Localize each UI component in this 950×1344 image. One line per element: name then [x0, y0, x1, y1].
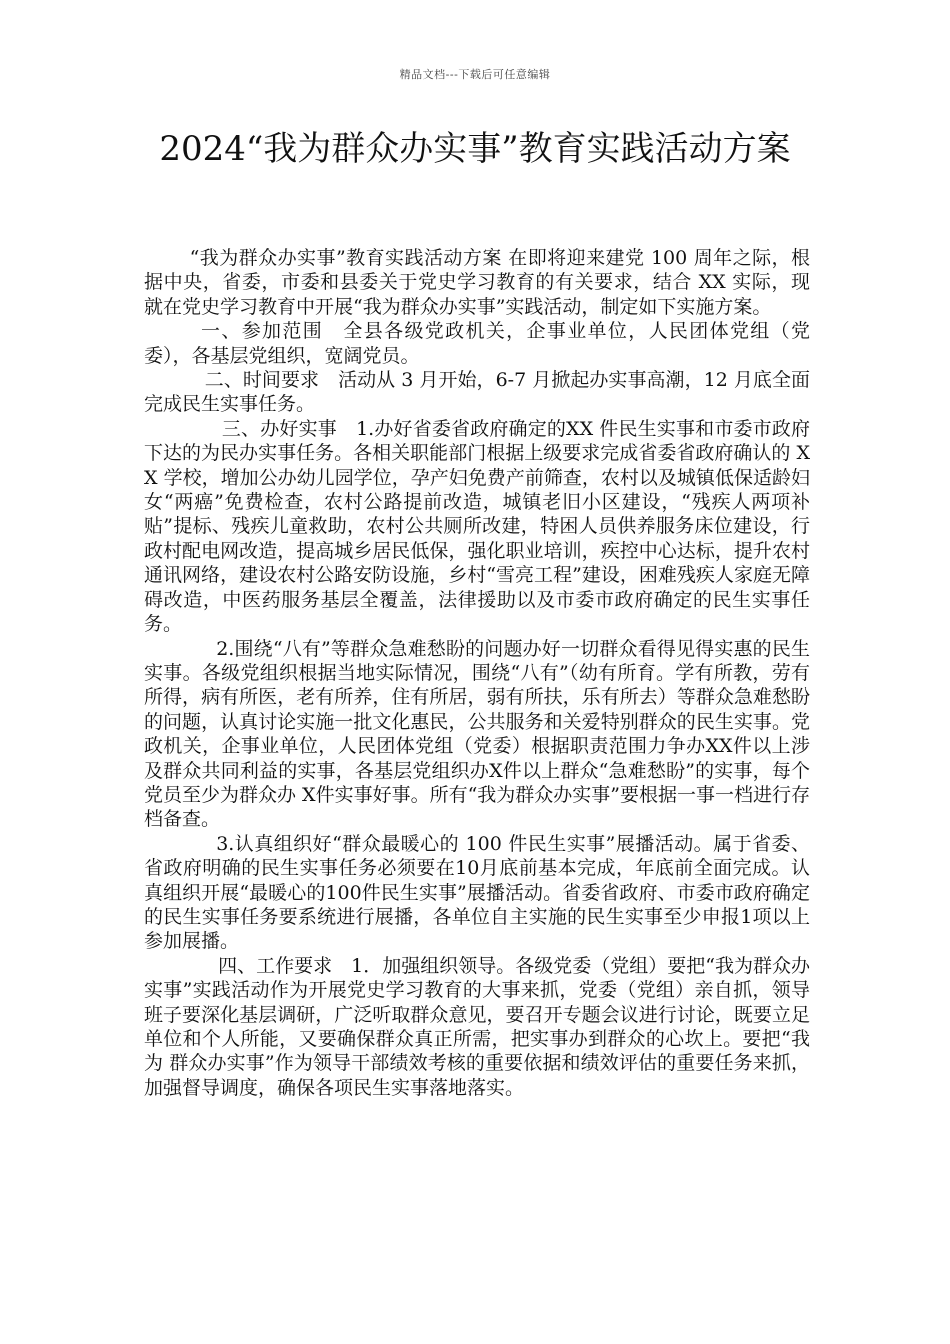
page-title: 2024“我为群众办实事”教育实践活动方案: [159, 129, 791, 169]
paragraph-tasks-2: 2.围绕“八有”等群众急难愁盼的问题办好一切群众看得见得实惠的民生实事。各级党组织根据当地实际情况，围绕“八有”（幼有所育。学有所教，劳有所得，病有所医，老有所养，住有所居，弱有所扶，乐有所去）等群众急难愁盼的问题，认真讨论实施一批文化惠民，公共服务和关爱特别群众的民生实事。党政机关，企事业单位，人民团体党组（党委）根据职责范围力争办XX件以上涉及群众共同利益的实事，各基层党组织办X件以上群众“急难愁盼”的实事，每个党员至少为群众办 X件实事好事。所有“我为群众办实事”要根据一事一档进行存档备查。: [144, 637, 810, 831]
paragraph-requirements: 四、工作要求 1．加强组织领导。各级党委（党组）要把“我为群众办实事”实践活动作为开展党史学习教育的大事来抓，党委（党组）亲自抓，领导班子要深化基层调研，广泛听取群众意见，要召开专题会议进行讨论，既要立足单位和个人所能，又要确保群众真正所需，把实事办到群众的心坎上。要把“我为 群众办实事”作为领导干部绩效考核的重要依据和绩效评估的重要任务来抓，加强督导调度，确保各项民生实事落地落实。: [144, 954, 810, 1099]
paragraph-tasks-1: 三、办好实事 1.办好省委省政府确定的XX 件民生实事和市委市政府下达的为民办实事任务。各相关职能部门根据上级要求完成省委省政府确认的 XX 学校，增加公办幼儿园学位，孕产妇免费产前筛查，农村以及城镇低保适龄妇女“两癌”免费检查，农村公路提前改造，城镇老旧小区建设，“残疾人两项补贴”提标、残疾儿童救助，农村公共厕所改建，特困人员供养服务床位建设，行政村配电网改造，提高城乡居民低保，强化职业培训，疾控中心达标，提升农村通讯网络，建设农村公路安防设施，乡村“雪亮工程”建设，困难残疾人家庭无障碍改造，中医药服务基层全覆盖，法律援助以及市委市政府确定的民生实事任务。: [144, 417, 810, 636]
paragraph-schedule: 二、时间要求 活动从 3 月开始，6-7 月掀起办实事高潮，12 月底全面完成民生实事任务。: [144, 369, 810, 416]
paragraph-intro: “我为群众办实事”教育实践活动方案 在即将迎来建党 100 周年之际，根据中央，省委，市委和县委关于党史学习教育的有关要求，结合 XX 实际，现就在党史学习教育中开展“我为群众办实事”实践活动，制定如下实施方案。: [144, 247, 810, 318]
document-body: [144, 246, 810, 1100]
header-note: 精品文档---下载后可任意编辑: [399, 68, 551, 81]
paragraph-scope: 一、参加范围 全县各级党政机关，企事业单位，人民团体党组（党委），各基层党组织，宽阔党员。: [144, 320, 810, 367]
paragraph-tasks-3: 3.认真组织好“群众最暖心的 100 件民生实事”展播活动。属于省委、省政府明确的民生实事任务必须要在10月底前基本完成，年底前全面完成。认真组织开展“最暖心的100件民生实事”展播活动。省委省政府、市委市政府确定的民生实事任务要系统进行展播，各单位自主实施的民生实事至少申报1项以上参加展播。: [144, 832, 810, 953]
